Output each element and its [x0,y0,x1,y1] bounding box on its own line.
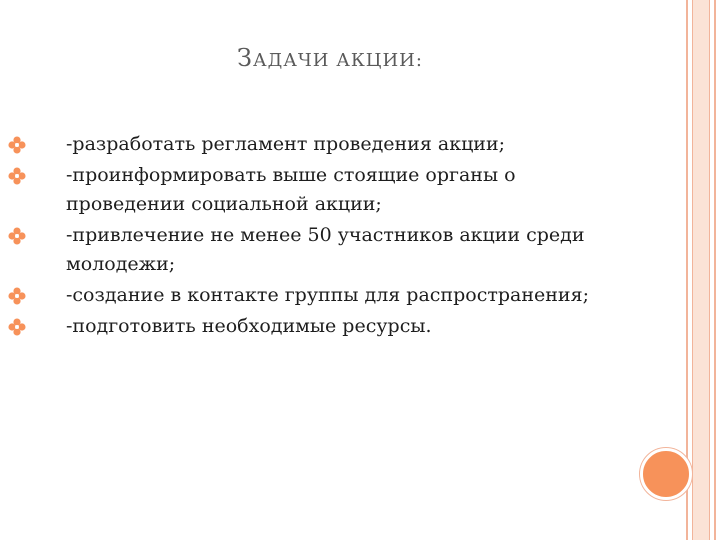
flower-bullet-icon [8,287,26,305]
title-text: АДАЧИ АКЦИИ: [253,50,423,71]
bullet-text: -проинформировать выше стоящие органы о проведении социальной акции; [66,164,516,215]
bullet-text: -привлечение не менее 50 участников акции среди молодежи; [66,224,585,275]
list-item [8,281,628,310]
list-item [8,161,628,219]
bullet-text: -разработать регламент проведения акции; [66,133,506,155]
flower-bullet-icon [8,136,26,154]
slide-title [0,44,660,72]
list-item [8,130,628,159]
flower-bullet-icon [8,227,26,245]
right-border-line-inner [714,0,716,540]
bullet-text: -подготовить необходимые ресурсы. [66,315,432,337]
bullet-list [8,130,628,343]
title-first-letter: З [237,44,253,72]
right-border-band [692,0,710,540]
bullet-text: -создание в контакте группы для распространения; [66,284,589,306]
flower-bullet-icon [8,167,26,185]
list-item [8,312,628,341]
flower-bullet-icon [8,318,26,336]
decorative-circle [640,448,692,500]
list-item [8,221,628,279]
